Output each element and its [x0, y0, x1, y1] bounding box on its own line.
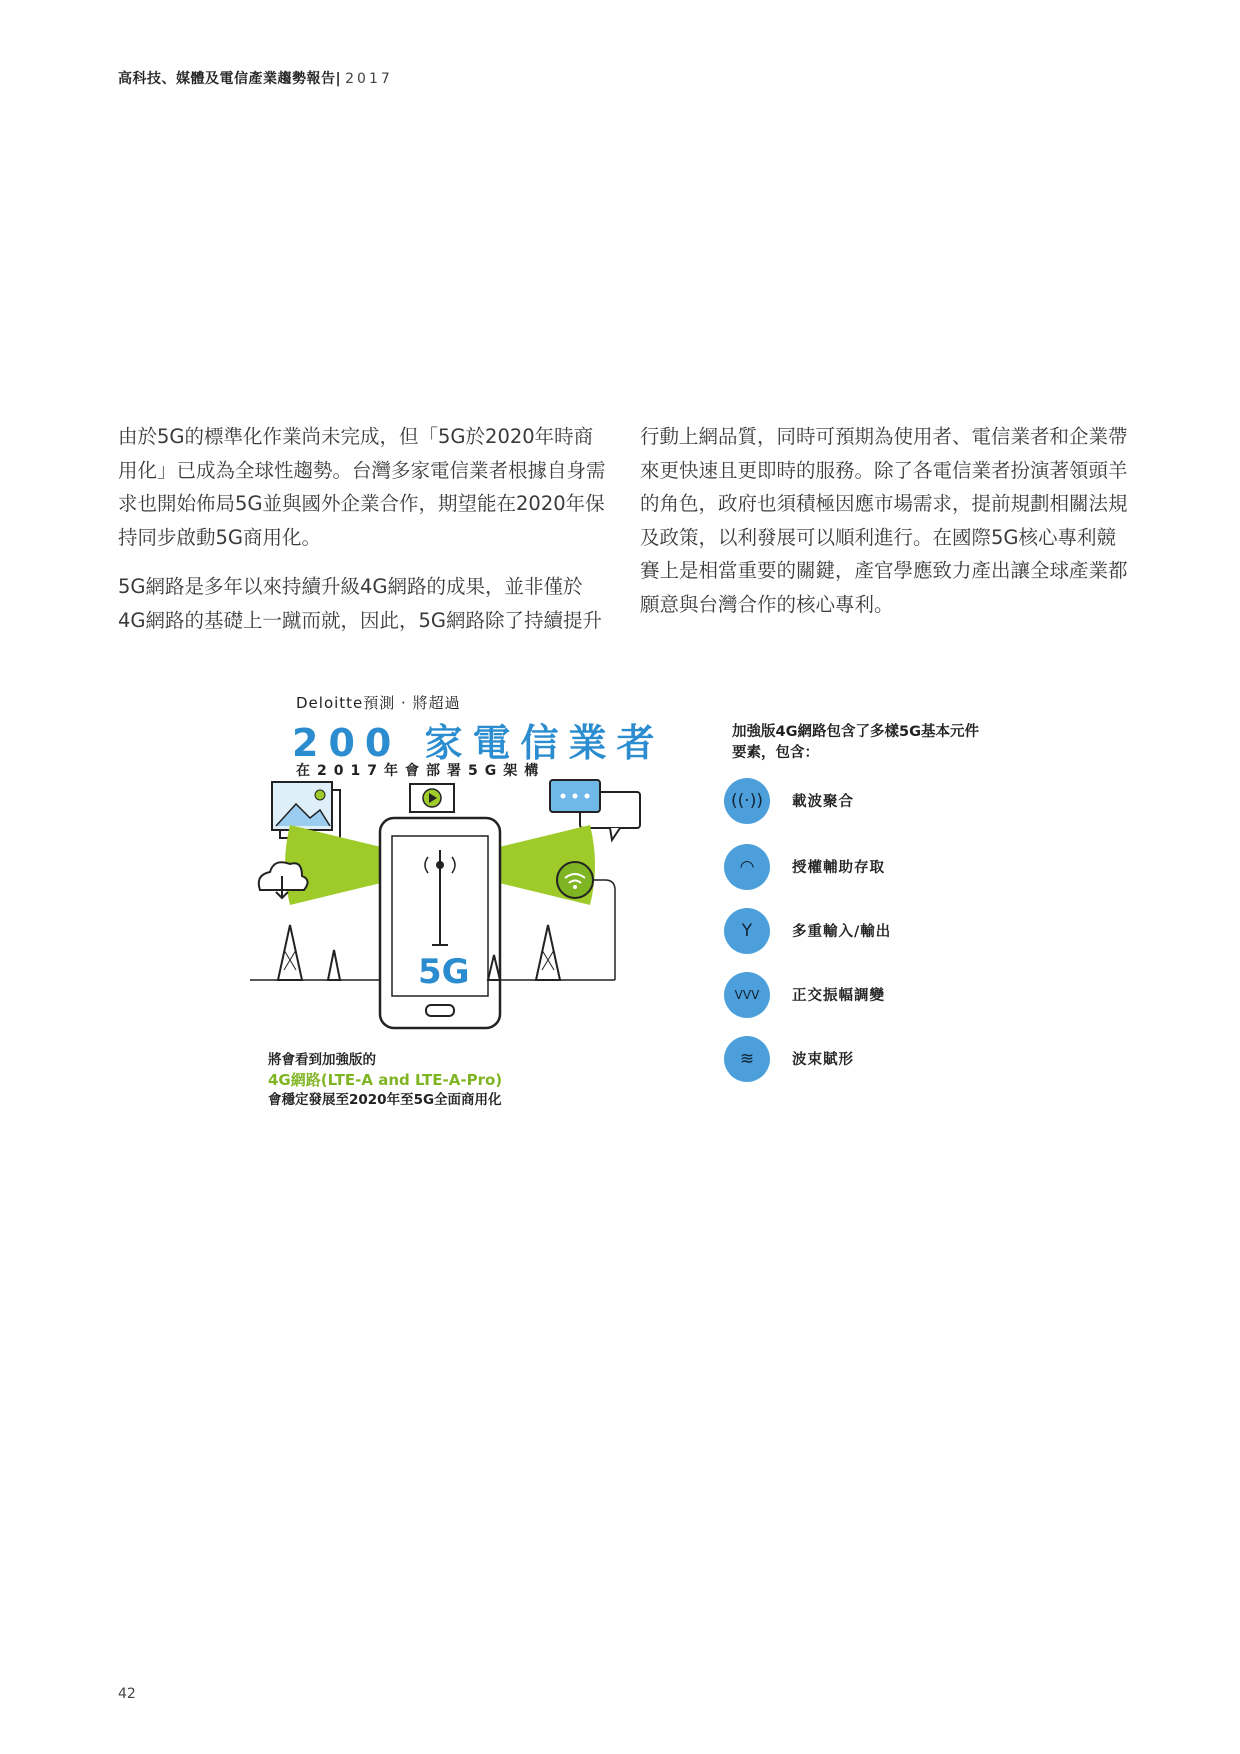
headline-number: 200 家電信業者: [292, 721, 665, 765]
feature-item: [724, 1036, 1004, 1082]
deloitte-forecast: Deloitte預測 · 將超過: [296, 694, 461, 712]
beamforming-icon: ≋: [724, 1036, 770, 1082]
right-column: [640, 420, 1130, 637]
report-year: 2017: [345, 71, 393, 87]
feature-label: 載波聚合: [792, 794, 854, 810]
body-paragraph: 5G網路是多年以來持續升級4G網路的成果，並非僅於4G網路的基礎上一蹴而就，因此，5G網路除了持續提升: [118, 575, 603, 632]
feature-label: 波束賦形: [792, 1052, 854, 1068]
carrier-aggregation-icon: ((·)): [724, 778, 770, 824]
body-paragraph: 由於5G的標準化作業尚未完成，但「5G於2020年時商用化」已成為全球性趨勢。台灣多家電信業者根據自身需求也開始佈局5G並與國外企業合作，期望能在2020年保持同步啟動5G商用化。: [118, 425, 606, 549]
lte-note-line: 4G網路(LTE-A and LTE-A-Pro): [268, 1071, 503, 1089]
features-heading: 加強版4G網路包含了多樣5G基本元件要素，包含：: [732, 724, 979, 761]
page-number: 42: [118, 1686, 136, 1702]
smartphone-icon: [380, 818, 500, 1028]
lte-note-line: 會穩定發展至2020年至5G全面商用化: [268, 1092, 502, 1108]
ofdm-wave-icon: VVV: [724, 972, 770, 1018]
feature-item: [724, 908, 1004, 954]
video-icon: [410, 784, 454, 812]
left-column: [118, 420, 608, 653]
report-title: 高科技、媒體及電信產業趨勢報告|: [118, 71, 342, 87]
chat-icon: [550, 780, 640, 840]
deploy-subtitle: 在2017年會部署5G架構: [296, 763, 546, 779]
mimo-antenna-icon: Y: [724, 908, 770, 954]
5g-infographic: [250, 680, 1010, 1120]
lte-note-line: 將會看到加強版的: [268, 1052, 376, 1068]
licensed-assisted-access-icon: ◠: [724, 844, 770, 890]
feature-item: [724, 778, 1004, 824]
lte-note: [268, 1050, 502, 1110]
feature-label: 授權輔助存取: [792, 860, 885, 876]
feature-item: [724, 844, 1004, 890]
feature-item: [724, 972, 1004, 1018]
feature-label: 正交振幅調變: [792, 988, 885, 1004]
feature-label: 多重輸入/輸出: [792, 924, 892, 940]
running-header: [118, 68, 393, 88]
wifi-icon: [557, 862, 615, 980]
phone-5g-label: 5G: [418, 952, 470, 992]
body-paragraph: 行動上網品質，同時可預期為使用者、電信業者和企業帶來更快速且更即時的服務。除了各電信業者扮演著領頭羊的角色，政府也須積極因應市場需求，提前規劃相關法規及政策，以利發展可以順利進行。在國際5G核心專利競賽上是相當重要的關鍵，產官學應致力產出讓全球產業都願意與台灣合作的核心專利。: [640, 425, 1128, 616]
